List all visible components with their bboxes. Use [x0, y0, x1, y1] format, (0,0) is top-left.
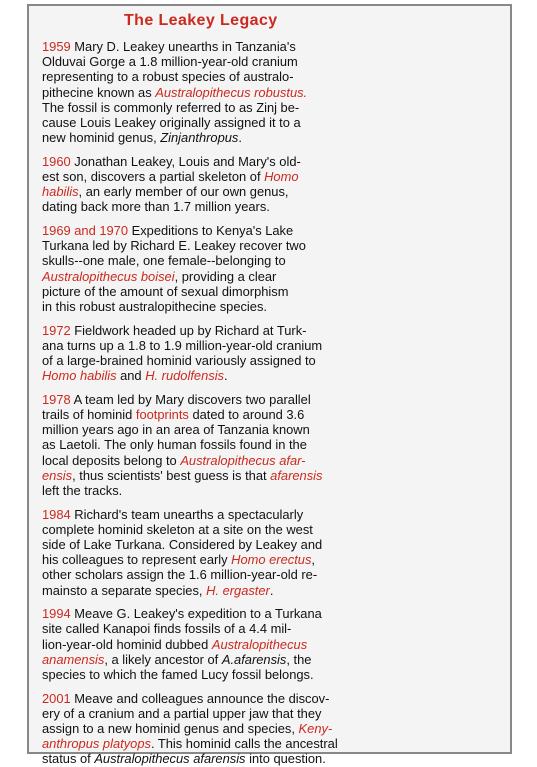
timeline-entry-1978 [42, 392, 500, 498]
entry-text-line [42, 736, 500, 751]
entry-text-line [42, 85, 500, 100]
text-run: Meave G. Leakey's expedition to a Turkana [74, 606, 322, 622]
timeline-entry-1960 [42, 154, 500, 215]
taxon-name: Zinjanthropus [160, 130, 239, 146]
text-run: lion-year-old hominid dubbed [42, 636, 212, 652]
text-run: Mary D. Leakey unearths in Tanzania's [74, 39, 296, 54]
text-run: , an early member of our own genus, [78, 184, 289, 200]
species-name: anthropus platyops [42, 736, 151, 752]
text-run: mainsto a separate species, [42, 582, 207, 598]
text-run: into question. [245, 751, 326, 767]
timeline-entry-2001 [42, 691, 500, 767]
entry-text-line [42, 323, 500, 338]
entry-year: 1960 [42, 153, 71, 169]
text-run: million years ago in an area of Tanzania known [42, 422, 310, 438]
entry-text-line [42, 507, 500, 522]
highlight-term: footprints [135, 407, 189, 423]
entry-year: 1959 [42, 39, 71, 54]
timeline-entry-1969-and-1970 [42, 223, 500, 314]
entry-text-line [42, 652, 500, 667]
entry-text-line [42, 368, 500, 383]
text-run: Expeditions to Kenya's Lake [131, 223, 294, 239]
entry-text-line [42, 199, 500, 214]
entry-year: 1984 [42, 506, 71, 522]
entry-text-line [42, 751, 500, 766]
text-run: ana turns up a 1.8 to 1.9 million-year-old cranium [42, 337, 323, 353]
text-run: local deposits belong to [42, 452, 181, 468]
taxon-name: A.afarensis [221, 651, 287, 667]
entry-year: 1994 [42, 606, 71, 622]
text-run: ery of a cranium and a partial upper jaw that they [42, 705, 322, 721]
entry-text-line [42, 115, 500, 130]
entry-text-line [42, 69, 500, 84]
species-name: H. rudolfensis [145, 368, 224, 384]
entry-year: 1972 [42, 322, 71, 338]
text-run: A team led by Mary discovers two parallel [73, 391, 311, 407]
text-run: species to which the famed Lucy fossil belongs. [42, 667, 314, 683]
entry-text-line [42, 184, 500, 199]
entry-year: 1978 [42, 391, 71, 407]
entry-text-line [42, 39, 500, 54]
timeline-entries [42, 39, 500, 767]
text-run: Olduvai Gorge a 1.8 million-year-old cranium [42, 54, 298, 70]
text-run: his colleagues to represent early [42, 552, 232, 568]
text-run: dating back more than 1.7 million years. [42, 199, 270, 215]
entry-text-line [42, 238, 500, 253]
entry-year: 1969 and 1970 [42, 223, 129, 239]
entry-text-line [42, 407, 500, 422]
entry-text-line [42, 667, 500, 682]
text-run: Meave and colleagues announce the discov- [74, 690, 330, 706]
entry-text-line [42, 338, 500, 353]
entry-year: 2001 [42, 690, 71, 706]
text-run: . [238, 130, 242, 146]
timeline-entry-1984 [42, 507, 500, 598]
entry-text-line [42, 223, 500, 238]
entry-text-line [42, 54, 500, 69]
text-run: , providing a clear [174, 268, 277, 284]
text-run: side of Lake Turkana. Considered by Leakey and [42, 537, 323, 553]
text-run: new hominid genus, [42, 130, 161, 146]
text-run: dated to around 3.6 [188, 407, 305, 423]
entry-text-line [42, 100, 500, 115]
timeline-entry-1959 [42, 39, 500, 145]
text-run: . [269, 582, 274, 598]
entry-text-line [42, 537, 500, 552]
text-run: site called Kanapoi finds fossils of a 4.4 mil- [42, 621, 292, 637]
species-name: Keny- [298, 721, 333, 737]
entry-text-line [42, 130, 500, 145]
species-name: habilis [42, 184, 79, 200]
text-run: , [311, 552, 316, 568]
entry-text-line [42, 606, 500, 621]
species-name: Australopithecus afar- [180, 452, 306, 468]
entry-text-line [42, 169, 500, 184]
species-name: H. ergaster [206, 582, 270, 598]
species-name: ensis [42, 467, 73, 483]
species-name: Australopithecus boisei [42, 268, 175, 284]
entry-text-line [42, 422, 500, 437]
text-run: Turkana led by Richard E. Leakey recover two [42, 238, 306, 254]
species-name: Homo [264, 169, 299, 185]
entry-text-line [42, 253, 500, 268]
sidebar-title: The Leakey Legacy [124, 12, 278, 29]
text-run: est son, discovers a partial skeleton of [42, 169, 265, 185]
timeline-entry-1972 [42, 323, 500, 384]
text-run: The fossil is commonly referred to as Zinj be- [42, 99, 300, 115]
text-run: . This hominid calls the ancestral [150, 736, 338, 752]
text-run: skulls--one male, one female--belonging to [42, 253, 286, 269]
text-run: Fieldwork headed up by Richard at Turk- [74, 322, 307, 338]
text-run: Jonathan Leakey, Louis and Mary's old- [74, 153, 301, 169]
species-name: Australopithecus [211, 636, 308, 652]
text-run: . [224, 368, 228, 384]
text-run: left the tracks. [42, 483, 123, 499]
text-run: representing to a robust species of australo- [42, 69, 294, 85]
entry-text-line [42, 154, 500, 169]
text-run: trails of hominid [42, 407, 136, 423]
text-run: complete hominid skeleton at a site on the west [42, 521, 313, 537]
entry-text-line [42, 392, 500, 407]
entry-text-line [42, 621, 500, 636]
text-run: other scholars assign the 1.6 million-year-old re- [42, 567, 318, 583]
entry-text-line [42, 552, 500, 567]
entry-text-line [42, 269, 500, 284]
taxon-name: Australopithecus afarensis [94, 751, 246, 767]
sidebar-box [27, 4, 512, 767]
entry-text-line [42, 522, 500, 537]
text-run: , the [286, 651, 312, 667]
text-run: and [116, 368, 146, 384]
species-name: Australopithecus robustus. [155, 84, 308, 100]
text-run: in this robust australopithecine species. [42, 299, 267, 315]
entry-text-line [42, 437, 500, 452]
text-run: status of [42, 751, 95, 767]
text-run: , thus scientists' best guess is that [72, 467, 271, 483]
entry-text-line [42, 468, 500, 483]
species-name: Homo habilis [42, 368, 117, 384]
timeline-entry-1994 [42, 606, 500, 682]
text-run: assign to a new hominid genus and species, [42, 721, 299, 737]
text-run: , a likely ancestor of [104, 651, 222, 667]
entry-text-line [42, 637, 500, 652]
text-run: picture of the amount of sexual dimorphism [42, 283, 289, 299]
text-run: pithecine known as [42, 84, 156, 100]
entry-text-line [42, 299, 500, 314]
species-name: afarensis [270, 467, 323, 483]
entry-text-line [42, 567, 500, 582]
entry-text-line [42, 583, 500, 598]
entry-text-line [42, 453, 500, 468]
entry-text-line [42, 353, 500, 368]
entry-text-line [42, 691, 500, 706]
species-name: anamensis [42, 651, 105, 667]
text-run: as Laetoli. The only human fossils found in the [42, 437, 307, 453]
entry-text-line [42, 483, 500, 498]
entry-text-line [42, 284, 500, 299]
text-run: Richard's team unearths a spectacularly [74, 506, 304, 522]
species-name: Homo erectus [231, 552, 312, 568]
text-run: of a large-brained hominid variously assigned to [42, 353, 316, 369]
entry-text-line [42, 706, 500, 721]
text-run: cause Louis Leakey originally assigned it to a [42, 115, 301, 131]
entry-text-line [42, 721, 500, 736]
